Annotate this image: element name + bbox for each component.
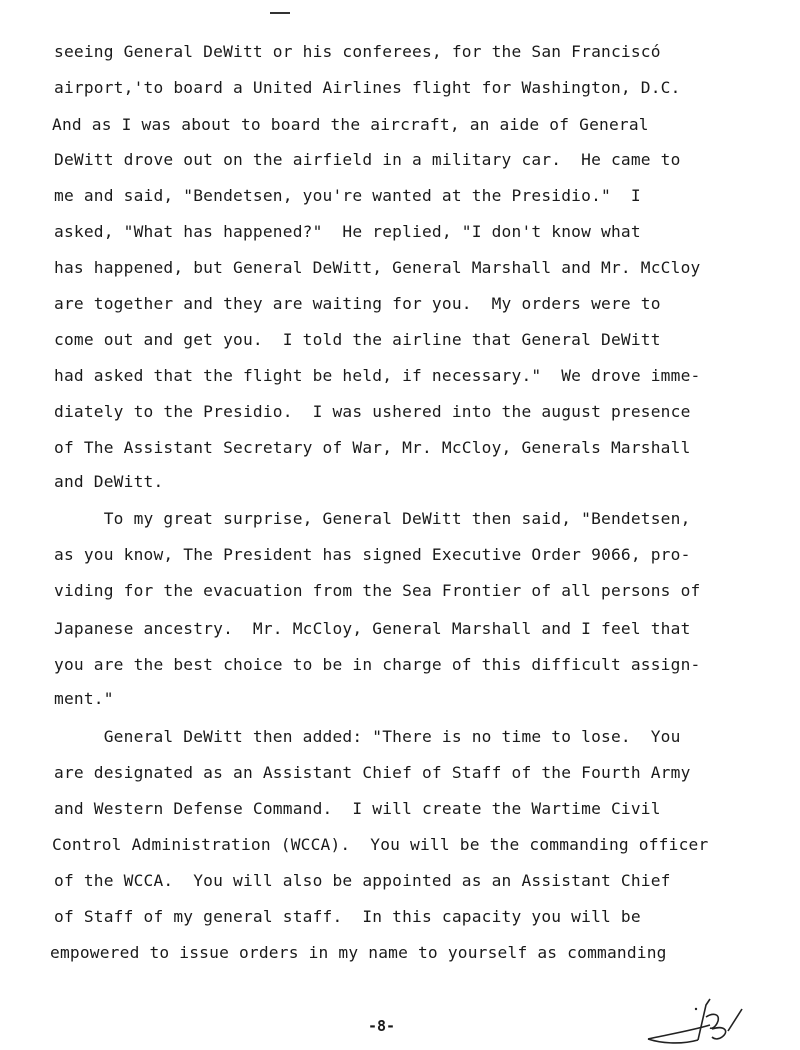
- text-line: are together and they are waiting for you. My orders were to: [54, 294, 661, 313]
- signature-initials: [640, 995, 750, 1050]
- text-line: and DeWitt.: [54, 472, 164, 491]
- text-line: had asked that the flight be held, if necessary." We drove imme-: [54, 366, 701, 385]
- text-line: airport,'to board a United Airlines flight for Washington, D.C.: [54, 78, 681, 97]
- text-line: viding for the evacuation from the Sea Frontier of all persons of: [54, 581, 701, 600]
- top-mark: [270, 12, 290, 14]
- text-line: diately to the Presidio. I was ushered into the august presence: [54, 402, 691, 421]
- text-line: you are the best choice to be in charge of this difficult assign-: [54, 655, 701, 674]
- text-line: ment.": [54, 689, 114, 708]
- text-line: of the WCCA. You will also be appointed as an Assistant Chief: [54, 871, 671, 890]
- text-line: empowered to issue orders in my name to yourself as commanding: [50, 943, 667, 962]
- text-line: Control Administration (WCCA). You will be the commanding officer: [52, 835, 709, 854]
- text-line: asked, "What has happened?" He replied, "I don't know what: [54, 222, 641, 241]
- text-line: DeWitt drove out on the airfield in a military car. He came to: [54, 150, 681, 169]
- text-line: seeing General DeWitt or his conferees, for the San Franciscó: [54, 42, 661, 61]
- text-line: are designated as an Assistant Chief of Staff of the Fourth Army: [54, 763, 691, 782]
- text-line: of The Assistant Secretary of War, Mr. McCloy, Generals Marshall: [54, 438, 691, 457]
- text-line: come out and get you. I told the airline that General DeWitt: [54, 330, 661, 349]
- text-line: me and said, "Bendetsen, you're wanted at the Presidio." I: [54, 186, 641, 205]
- page-number: -8-: [368, 1017, 396, 1035]
- text-line: has happened, but General DeWitt, General Marshall and Mr. McCloy: [54, 258, 701, 277]
- text-line: as you know, The President has signed Executive Order 9066, pro-: [54, 545, 691, 564]
- text-line: To my great surprise, General DeWitt then said, "Bendetsen,: [54, 509, 691, 528]
- text-line: And as I was about to board the aircraft, an aide of General: [52, 115, 649, 134]
- text-line: of Staff of my general staff. In this capacity you will be: [54, 907, 641, 926]
- text-line: General DeWitt then added: "There is no time to lose. You: [54, 727, 681, 746]
- text-line: Japanese ancestry. Mr. McCloy, General Marshall and I feel that: [54, 619, 691, 638]
- text-line: and Western Defense Command. I will create the Wartime Civil: [54, 799, 661, 818]
